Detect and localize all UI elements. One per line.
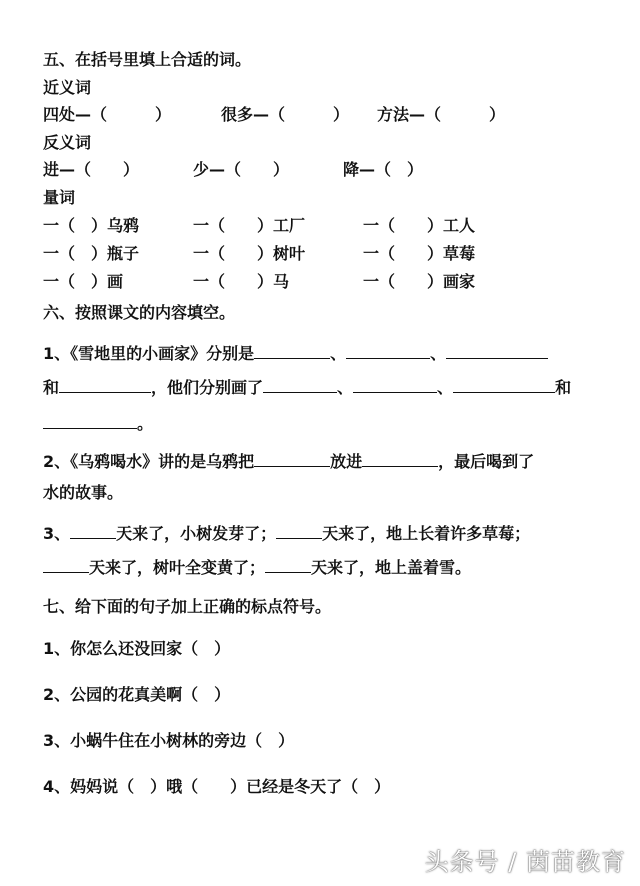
separator: 、 [330,344,347,363]
punctuation-item: 3、小蜗牛住在小树林的旁边（ ） [43,731,295,750]
synonym-item: 四处—（ ） [43,105,172,124]
section7-title: 七、给下面的句子加上正确的标点符号。 [43,597,332,616]
punctuation-item: 2、公园的花真美啊（ ） [43,685,231,704]
answer-blank[interactable] [254,450,330,467]
measure-item: 一（ ）工厂 [193,216,306,235]
measure-item: 一（ ）树叶 [193,244,306,263]
question-text: ，最后喝到了 [438,452,535,471]
separator: 、 [437,378,454,397]
answer-blank[interactable] [59,376,151,393]
question-2-line2: 水的故事。 [43,483,124,502]
punctuation-item: 1、你怎么还没回家（ ） [43,639,231,658]
answer-blank[interactable] [453,376,555,393]
measure-item: 一（ ）工人 [363,216,476,235]
measure-item: 一（ ）画 [43,272,124,291]
antonym-item: 进—（ ） [43,160,140,179]
synonym-item: 方法—（ ） [377,105,506,124]
synonyms-row [43,104,603,126]
measure-label: 量词 [43,188,76,207]
question-2-line1 [43,450,534,473]
antonyms-row [43,159,603,181]
answer-blank[interactable] [70,522,116,539]
question-text: 天来了，树叶全变黄了； [89,558,266,577]
measure-item: 一（ ）草莓 [363,244,476,263]
question-text: 和 [555,378,572,397]
measure-row [43,215,603,237]
question-1-line3 [43,412,153,435]
measure-item: 一（ ）瓶子 [43,244,140,263]
punctuation-item: 4、妈妈说（ ）哦（ ）已经是冬天了（ ） [43,777,391,796]
watermark: 头条号 / 茵苗教育 [424,848,626,876]
section5-title: 五、在括号里填上合适的词。 [43,50,252,69]
question-text: 和 [43,378,60,397]
question-1-line2 [43,376,571,399]
answer-blank[interactable] [353,376,437,393]
measure-row [43,243,603,265]
synonyms-label: 近义词 [43,78,92,97]
question-text: 天来了，地上长着许多草莓； [322,524,531,543]
antonym-item: 少—（ ） [193,160,290,179]
answer-blank[interactable] [263,376,337,393]
question-text: 2、《乌鸦喝水》讲的是乌鸦把 [43,452,255,471]
answer-blank[interactable] [43,412,137,429]
measure-row [43,271,603,293]
answer-blank[interactable] [362,450,438,467]
question-text: 天来了，小树发芽了； [116,524,277,543]
answer-blank[interactable] [43,556,89,573]
answer-blank[interactable] [446,342,548,359]
answer-blank[interactable] [254,342,330,359]
question-text: 。 [137,414,154,433]
measure-item: 一（ ）画家 [363,272,476,291]
separator: 、 [337,378,354,397]
question-text: 天来了，地上盖着雪。 [311,558,472,577]
question-text: 3、 [43,524,71,543]
measure-item: 一（ ）乌鸦 [43,216,140,235]
question-text: 1、《雪地里的小画家》分别是 [43,344,255,363]
question-3-line1 [43,522,530,545]
answer-blank[interactable] [265,556,311,573]
antonyms-label: 反义词 [43,133,92,152]
section6-title: 六、按照课文的内容填空。 [43,303,236,322]
question-1-line1 [43,342,548,365]
separator: 、 [430,344,447,363]
answer-blank[interactable] [276,522,322,539]
question-text: 放进 [330,452,363,471]
measure-item: 一（ ）马 [193,272,290,291]
answer-blank[interactable] [346,342,430,359]
antonym-item: 降—（ ） [343,160,424,179]
synonym-item: 很多—（ ） [221,105,350,124]
question-text: ，他们分别画了 [151,378,264,397]
question-3-line2 [43,556,471,579]
